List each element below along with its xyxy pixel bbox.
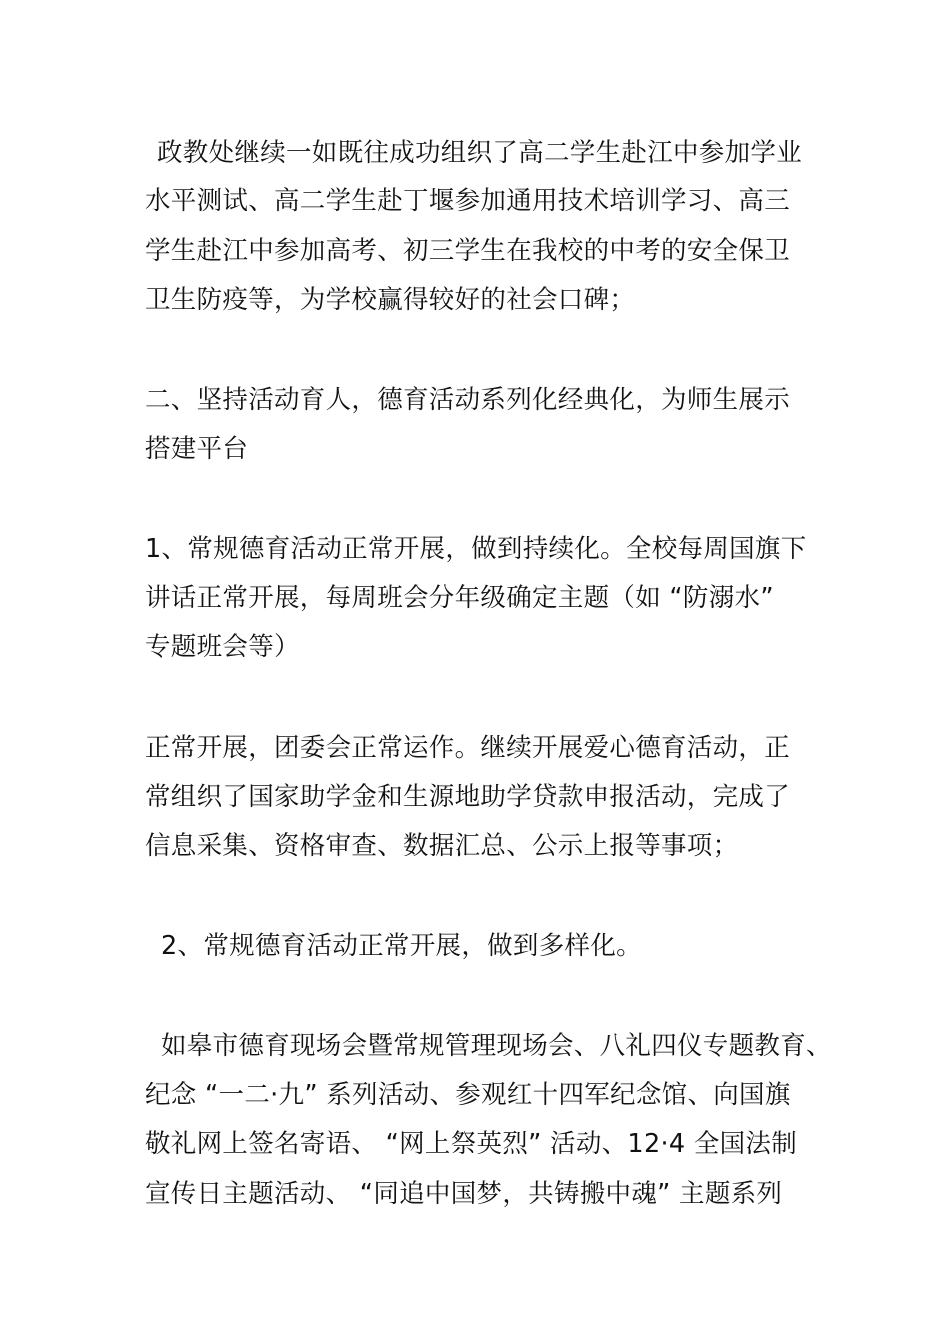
paragraph-line: 信息采集、资格审查、数据汇总、公示上报等事项； <box>145 831 739 861</box>
paragraph-line: 政教处继续一如既往成功组织了高二学生赴江中参加学业 <box>157 138 803 168</box>
paragraph-line: 专题班会等） <box>145 632 300 662</box>
paragraph-line: 学生赴江中参加高考、初三学生在我校的中考的安全保卫 <box>145 236 791 266</box>
paragraph-line: 常组织了国家助学金和生源地助学贷款申报活动，完成了 <box>145 782 791 812</box>
paragraph-line: 敬礼网上签名寄语、 “网上祭英烈” 活动、12·4 全国法制 <box>145 1129 798 1159</box>
paragraph-line: 1、常规德育活动正常开展，做到持续化。全校每周国旗下 <box>145 534 807 564</box>
paragraph-line: 如皋市德育现场会暨常规管理现场会、八礼四仪专题教育、 <box>161 1031 832 1061</box>
paragraph-line: 宣传日主题活动、 “同追中国梦，共铸搬中魂” 主题系列 <box>145 1179 783 1209</box>
paragraph-line: 卫生防疫等，为学校赢得较好的社会口碑； <box>145 285 636 315</box>
paragraph-line: 纪念 “一二·九” 系列活动、参观红十四军纪念馆、向国旗 <box>145 1080 791 1110</box>
paragraph-line: 讲话正常开展，每周班会分年级确定主题（如 “防溺水” <box>145 583 774 613</box>
paragraph-line: 二、坚持活动育人，德育活动系列化经典化，为师生展示 <box>145 385 791 415</box>
paragraph-line: 正常开展，团委会正常运作。继续开展爱心德育活动，正 <box>145 733 791 763</box>
paragraph-line: 2、常规德育活动正常开展，做到多样化。 <box>161 931 642 961</box>
paragraph-line: 搭建平台 <box>145 434 249 464</box>
paragraph-line: 水平测试、高二学生赴丁堰参加通用技术培训学习、高三 <box>145 186 791 216</box>
